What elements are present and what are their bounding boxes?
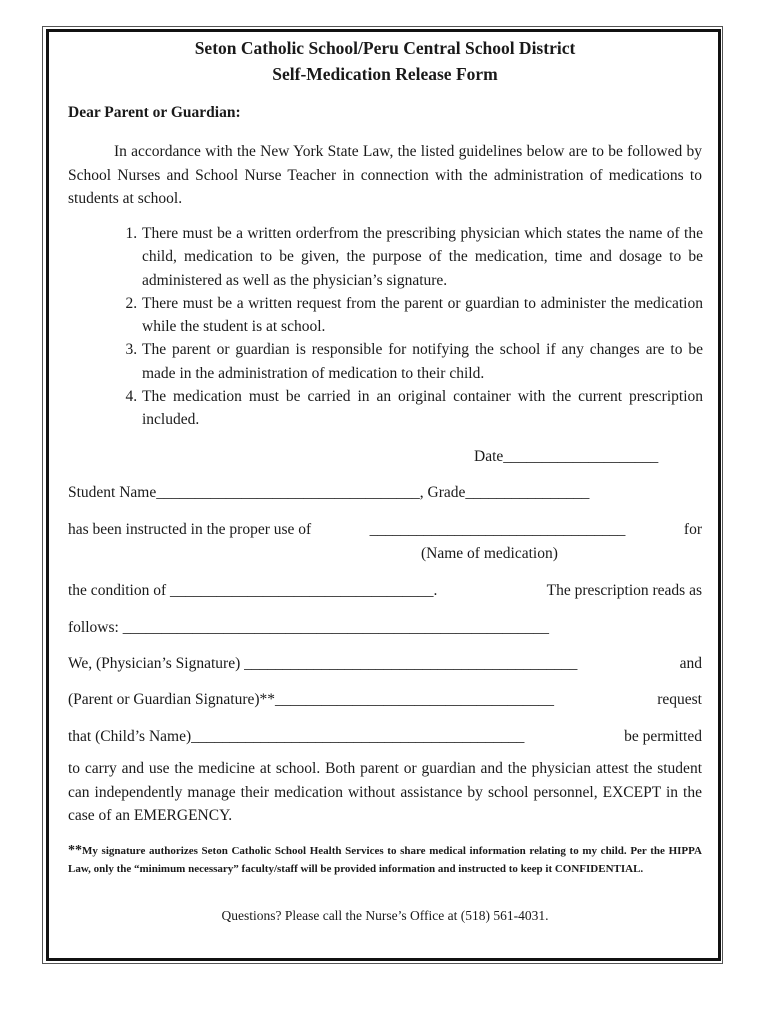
prescription-field[interactable]: _______________________________________________________	[122, 619, 549, 636]
form-title: Self-Medication Release Form	[272, 64, 498, 84]
guideline-item: 3. The parent or guardian is responsible for notifying the school if any changes are to be made in the administration of medication to their child.	[141, 338, 703, 385]
condition-field[interactable]: __________________________________.	[170, 582, 438, 599]
student-name-row	[68, 484, 589, 502]
intro-paragraph: In accordance with the New York State Law, the listed guidelines below are to be followed by School Nurses and School Nurse Teacher in connection with the administration of medications to students at school.	[68, 143, 702, 207]
instructed-label: has been instructed in the proper use of	[68, 521, 312, 538]
medication-row	[68, 521, 702, 539]
parent-signature-label: (Parent or Guardian Signature)**	[68, 691, 276, 708]
child-name-field[interactable]: ___________________________________________	[191, 728, 525, 745]
guideline-item: 2. There must be a written request from the parent or guardian to administer the medication while the student is at school.	[141, 292, 703, 339]
medication-name-field[interactable]: _________________________________	[369, 521, 626, 538]
guidelines-list	[112, 222, 703, 432]
follows-row	[68, 619, 549, 637]
physician-signature-field[interactable]: ___________________________________________	[244, 655, 578, 672]
attest-paragraph: to carry and use the medicine at school. Both parent or guardian and the physician attest the student can independently manage their medication without assistance by school personnel, EXCEPT in the case of an EMERGENCY.	[68, 760, 702, 824]
student-name-field[interactable]: __________________________________	[156, 484, 420, 501]
hippa-footnote	[68, 842, 702, 878]
physician-row	[68, 655, 702, 673]
for-label: for	[683, 521, 702, 538]
date-field[interactable]: Date____________________	[474, 448, 659, 465]
permitted-label: be permitted	[624, 728, 702, 745]
child-name-label: that (Child’s Name)	[68, 728, 192, 745]
grade-field[interactable]: , Grade________________	[419, 484, 590, 501]
prescription-reads-label: The prescription reads as	[546, 582, 702, 599]
parent-row	[68, 691, 702, 709]
footnote-stars: **	[68, 843, 82, 858]
questions-contact: Questions? Please call the Nurse’s Office at (518) 561-4031.	[221, 908, 549, 923]
medication-caption: (Name of medication)	[421, 545, 558, 562]
footnote-text: My signature authorizes Seton Catholic School Health Services to share medical information relating to my child. Per the HIPPA Law, only the “minimum necessary” faculty/staff will be provided information and instructed to keep it CONFIDENTIAL.	[68, 845, 702, 875]
parent-signature-field[interactable]: ____________________________________	[275, 691, 555, 708]
school-title: Seton Catholic School/Peru Central School District	[194, 38, 576, 58]
and-label: and	[679, 655, 702, 672]
condition-label: the condition of	[68, 582, 167, 599]
request-label: request	[657, 691, 702, 708]
condition-row	[68, 582, 702, 600]
student-name-label: Student Name	[68, 484, 157, 501]
guideline-item: 1. There must be a written orderfrom the prescribing physician which states the name of the child, medication to be given, the purpose of the medication, time and dosage to be administered as well as the physician’s signature.	[141, 222, 703, 292]
guideline-item: 4. The medication must be carried in an original container with the current prescription included.	[141, 385, 703, 432]
follows-label: follows:	[68, 619, 119, 636]
child-row	[68, 728, 702, 746]
greeting: Dear Parent or Guardian:	[68, 104, 241, 121]
physician-signature-label: We, (Physician’s Signature)	[68, 655, 241, 672]
